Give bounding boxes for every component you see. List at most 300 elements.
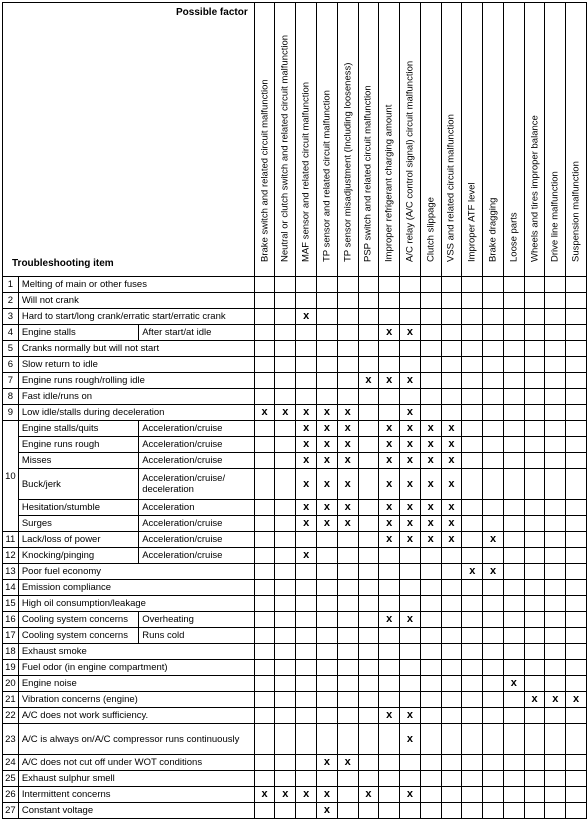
factor-mark-cell <box>524 405 545 421</box>
factor-mark-cell <box>503 421 524 437</box>
factor-header-7 <box>379 3 400 277</box>
row-number: 25 <box>3 771 19 787</box>
row-number: 19 <box>3 660 19 676</box>
factor-mark-cell <box>400 548 421 564</box>
factor-mark-cell <box>254 580 275 596</box>
factor-mark-cell <box>358 564 379 580</box>
factor-mark-cell <box>275 771 296 787</box>
factor-mark-cell <box>337 341 358 357</box>
mark-x: x <box>303 549 310 561</box>
factor-mark-cell <box>337 708 358 724</box>
factor-mark-cell <box>462 564 483 580</box>
factor-mark-cell <box>566 405 587 421</box>
factor-mark-cell <box>296 724 317 755</box>
factor-label: Neutral or clutch switch and related circuit malfunction <box>279 34 291 262</box>
mark-x: x <box>406 374 414 386</box>
condition-cell: Acceleration/cruise <box>139 516 255 532</box>
mark-x: x <box>448 438 455 450</box>
factor-mark-cell <box>524 724 545 755</box>
mark-x: x <box>406 709 414 721</box>
mark-x: x <box>406 422 414 434</box>
factor-mark-cell <box>462 469 483 500</box>
factor-mark-cell <box>483 596 504 612</box>
table-row <box>3 373 587 389</box>
factor-mark-cell <box>317 405 338 421</box>
factor-mark-cell <box>400 644 421 660</box>
factor-mark-cell <box>524 500 545 516</box>
factor-mark-cell <box>296 277 317 293</box>
factor-mark-cell <box>275 692 296 708</box>
row-number: 9 <box>3 405 19 421</box>
row-number: 3 <box>3 309 19 325</box>
factor-mark-cell <box>317 341 338 357</box>
factor-mark-cell <box>462 325 483 341</box>
factor-mark-cell <box>275 357 296 373</box>
factor-mark-cell <box>462 580 483 596</box>
factor-mark-cell <box>379 500 400 516</box>
factor-mark-cell <box>296 373 317 389</box>
factor-mark-cell <box>296 580 317 596</box>
factor-mark-cell <box>545 277 566 293</box>
mark-x: x <box>406 732 414 745</box>
factor-mark-cell <box>483 341 504 357</box>
factor-mark-cell <box>358 708 379 724</box>
factor-mark-cell <box>420 771 441 787</box>
factor-header-2 <box>275 3 296 277</box>
factor-mark-cell <box>566 724 587 755</box>
factor-mark-cell <box>400 692 421 708</box>
troubleshooting-matrix-table <box>2 2 587 819</box>
factor-label: PSP switch and related circuit malfunction <box>362 85 374 262</box>
factor-mark-cell <box>275 596 296 612</box>
table-row <box>3 357 587 373</box>
factor-mark-cell <box>296 357 317 373</box>
row-number: 21 <box>3 692 19 708</box>
mark-x: x <box>261 406 268 418</box>
factor-mark-cell <box>337 596 358 612</box>
factor-mark-cell <box>254 787 275 803</box>
factor-mark-cell <box>483 421 504 437</box>
factor-mark-cell <box>379 580 400 596</box>
factor-mark-cell <box>441 309 462 325</box>
factor-mark-cell <box>483 787 504 803</box>
factor-mark-cell <box>483 564 504 580</box>
factor-mark-cell <box>317 437 338 453</box>
factor-mark-cell <box>275 389 296 405</box>
factor-mark-cell <box>483 771 504 787</box>
factor-mark-cell <box>254 548 275 564</box>
factor-mark-cell <box>317 421 338 437</box>
factor-mark-cell <box>524 564 545 580</box>
factor-mark-cell <box>379 309 400 325</box>
factor-mark-cell <box>358 309 379 325</box>
factor-mark-cell <box>441 755 462 771</box>
mark-x: x <box>489 565 497 577</box>
factor-label: Improper ATF level <box>466 182 478 262</box>
factor-mark-cell <box>462 692 483 708</box>
factor-mark-cell <box>524 437 545 453</box>
condition-cell: Acceleration/cruise <box>139 453 255 469</box>
factor-mark-cell <box>337 676 358 692</box>
mark-x: x <box>323 756 330 768</box>
factor-mark-cell <box>462 803 483 819</box>
table-row <box>3 596 587 612</box>
factor-mark-cell <box>420 437 441 453</box>
factor-mark-cell <box>462 708 483 724</box>
factor-mark-cell <box>545 628 566 644</box>
factor-mark-cell <box>483 469 504 500</box>
mark-x: x <box>323 804 330 816</box>
factor-mark-cell <box>337 405 358 421</box>
factor-mark-cell <box>524 357 545 373</box>
factor-mark-cell <box>254 309 275 325</box>
factor-mark-cell <box>462 755 483 771</box>
possible-factor-heading: Possible factor <box>176 7 248 18</box>
factor-mark-cell <box>379 644 400 660</box>
factor-label: Brake dragging <box>487 197 499 262</box>
factor-header-10 <box>441 3 462 277</box>
factor-mark-cell <box>296 644 317 660</box>
factor-mark-cell <box>296 405 317 421</box>
factor-mark-cell <box>462 421 483 437</box>
troubleshooting-item: Engine stalls/quits <box>18 421 138 437</box>
factor-mark-cell <box>441 644 462 660</box>
mark-x: x <box>282 406 289 418</box>
factor-mark-cell <box>337 787 358 803</box>
factor-mark-cell <box>503 755 524 771</box>
factor-mark-cell <box>566 325 587 341</box>
factor-mark-cell <box>358 277 379 293</box>
factor-mark-cell <box>317 596 338 612</box>
factor-mark-cell <box>400 564 421 580</box>
factor-mark-cell <box>545 516 566 532</box>
condition-cell: Acceleration <box>139 500 255 516</box>
factor-mark-cell <box>358 787 379 803</box>
factor-mark-cell <box>275 277 296 293</box>
factor-mark-cell <box>317 803 338 819</box>
factor-mark-cell <box>441 389 462 405</box>
factor-mark-cell <box>358 293 379 309</box>
factor-mark-cell <box>545 724 566 755</box>
factor-mark-cell <box>275 405 296 421</box>
table-row <box>3 628 587 644</box>
factor-mark-cell <box>337 309 358 325</box>
mark-x: x <box>323 517 330 529</box>
factor-mark-cell <box>503 580 524 596</box>
mark-x: x <box>406 533 414 545</box>
factor-mark-cell <box>483 437 504 453</box>
troubleshooting-item: Cooling system concerns <box>18 612 138 628</box>
factor-mark-cell <box>566 708 587 724</box>
factor-mark-cell <box>275 755 296 771</box>
mark-x: x <box>510 677 517 689</box>
mark-x: x <box>386 501 393 513</box>
factor-mark-cell <box>400 341 421 357</box>
troubleshooting-item: Emission compliance <box>18 580 254 596</box>
row-number: 23 <box>3 724 19 755</box>
factor-mark-cell <box>420 341 441 357</box>
factor-mark-cell <box>566 532 587 548</box>
factor-label: Wheels and tires improper balance <box>529 115 541 262</box>
factor-mark-cell <box>524 469 545 500</box>
factor-mark-cell <box>379 787 400 803</box>
factor-mark-cell <box>379 771 400 787</box>
troubleshooting-item: Surges <box>18 516 138 532</box>
factor-label: Clutch slippage <box>425 197 437 262</box>
factor-mark-cell <box>317 724 338 755</box>
factor-mark-cell <box>566 676 587 692</box>
factor-mark-cell <box>462 309 483 325</box>
factor-header-12 <box>483 3 504 277</box>
mark-x: x <box>344 438 351 450</box>
factor-mark-cell <box>400 277 421 293</box>
troubleshooting-item: Engine stalls <box>18 325 138 341</box>
factor-mark-cell <box>441 676 462 692</box>
row-number: 4 <box>3 325 19 341</box>
factor-mark-cell <box>254 500 275 516</box>
factor-mark-cell <box>566 612 587 628</box>
factor-mark-cell <box>379 724 400 755</box>
factor-mark-cell <box>400 405 421 421</box>
header-corner-cell <box>3 3 255 277</box>
factor-mark-cell <box>462 389 483 405</box>
factor-mark-cell <box>420 357 441 373</box>
factor-mark-cell <box>400 325 421 341</box>
factor-mark-cell <box>296 469 317 500</box>
factor-mark-cell <box>420 755 441 771</box>
factor-mark-cell <box>545 803 566 819</box>
factor-mark-cell <box>317 277 338 293</box>
troubleshooting-item: Cooling system concerns <box>18 628 138 644</box>
factor-mark-cell <box>420 787 441 803</box>
factor-mark-cell <box>545 564 566 580</box>
factor-mark-cell <box>524 755 545 771</box>
factor-mark-cell <box>337 755 358 771</box>
factor-mark-cell <box>400 628 421 644</box>
factor-mark-cell <box>296 787 317 803</box>
factor-mark-cell <box>524 389 545 405</box>
factor-mark-cell <box>254 469 275 500</box>
factor-mark-cell <box>566 357 587 373</box>
table-row <box>3 389 587 405</box>
factor-mark-cell <box>566 548 587 564</box>
factor-mark-cell <box>400 580 421 596</box>
factor-mark-cell <box>254 277 275 293</box>
factor-mark-cell <box>524 548 545 564</box>
factor-label: A/C relay (A/C control signal) circuit malfunction <box>404 60 416 262</box>
factor-mark-cell <box>420 309 441 325</box>
factor-mark-cell <box>503 405 524 421</box>
factor-mark-cell <box>400 373 421 389</box>
factor-header-11 <box>462 3 483 277</box>
factor-mark-cell <box>441 564 462 580</box>
table-row <box>3 453 587 469</box>
condition-cell: Acceleration/cruise <box>139 421 255 437</box>
mark-x: x <box>406 613 414 625</box>
factor-mark-cell <box>420 708 441 724</box>
factor-header-9 <box>420 3 441 277</box>
mark-x: x <box>427 438 434 450</box>
factor-mark-cell <box>379 692 400 708</box>
table-row <box>3 787 587 803</box>
factor-mark-cell <box>441 708 462 724</box>
factor-mark-cell <box>379 532 400 548</box>
factor-mark-cell <box>483 708 504 724</box>
factor-mark-cell <box>483 277 504 293</box>
factor-mark-cell <box>379 341 400 357</box>
factor-mark-cell <box>420 676 441 692</box>
table-row <box>3 548 587 564</box>
factor-mark-cell <box>379 755 400 771</box>
factor-mark-cell <box>254 373 275 389</box>
factor-mark-cell <box>545 787 566 803</box>
factor-mark-cell <box>358 357 379 373</box>
factor-mark-cell <box>566 469 587 500</box>
factor-mark-cell <box>379 564 400 580</box>
troubleshooting-item: Melting of main or other fuses <box>18 277 254 293</box>
factor-mark-cell <box>254 293 275 309</box>
row-number: 2 <box>3 293 19 309</box>
mark-x: x <box>303 406 310 418</box>
factor-mark-cell <box>337 771 358 787</box>
factor-mark-cell <box>296 309 317 325</box>
table-row <box>3 771 587 787</box>
factor-mark-cell <box>503 803 524 819</box>
factor-mark-cell <box>420 453 441 469</box>
table-row <box>3 437 587 453</box>
factor-mark-cell <box>379 469 400 500</box>
factor-mark-cell <box>317 309 338 325</box>
factor-header-13 <box>503 3 524 277</box>
factor-mark-cell <box>254 692 275 708</box>
mark-x: x <box>386 454 393 466</box>
factor-mark-cell <box>337 389 358 405</box>
factor-mark-cell <box>275 612 296 628</box>
row-number: 7 <box>3 373 19 389</box>
factor-mark-cell <box>524 628 545 644</box>
factor-mark-cell <box>275 708 296 724</box>
factor-mark-cell <box>379 676 400 692</box>
factor-mark-cell <box>566 596 587 612</box>
factor-mark-cell <box>545 325 566 341</box>
factor-mark-cell <box>441 724 462 755</box>
factor-mark-cell <box>296 453 317 469</box>
factor-mark-cell <box>462 453 483 469</box>
factor-mark-cell <box>545 469 566 500</box>
factor-label: Loose parts <box>508 212 520 262</box>
factor-mark-cell <box>400 309 421 325</box>
factor-mark-cell <box>566 787 587 803</box>
factor-mark-cell <box>524 771 545 787</box>
factor-mark-cell <box>358 548 379 564</box>
factor-mark-cell <box>441 596 462 612</box>
factor-mark-cell <box>420 516 441 532</box>
factor-mark-cell <box>296 692 317 708</box>
factor-mark-cell <box>483 660 504 676</box>
factor-mark-cell <box>337 453 358 469</box>
mark-x: x <box>489 533 497 545</box>
factor-mark-cell <box>317 469 338 500</box>
factor-mark-cell <box>317 612 338 628</box>
factor-mark-cell <box>566 660 587 676</box>
factor-mark-cell <box>566 803 587 819</box>
mark-x: x <box>323 454 330 466</box>
factor-mark-cell <box>254 660 275 676</box>
table-row <box>3 405 587 421</box>
troubleshooting-item: Hesitation/stumble <box>18 500 138 516</box>
factor-mark-cell <box>358 771 379 787</box>
factor-mark-cell <box>337 692 358 708</box>
factor-mark-cell <box>462 437 483 453</box>
factor-mark-cell <box>483 516 504 532</box>
factor-mark-cell <box>379 373 400 389</box>
row-number: 14 <box>3 580 19 596</box>
factor-mark-cell <box>400 453 421 469</box>
factor-mark-cell <box>337 803 358 819</box>
factor-mark-cell <box>462 357 483 373</box>
factor-mark-cell <box>524 341 545 357</box>
factor-mark-cell <box>545 580 566 596</box>
factor-header-15 <box>545 3 566 277</box>
factor-mark-cell <box>337 532 358 548</box>
factor-mark-cell <box>275 660 296 676</box>
factor-mark-cell <box>483 724 504 755</box>
factor-mark-cell <box>337 628 358 644</box>
factor-mark-cell <box>420 596 441 612</box>
mark-x: x <box>448 517 455 529</box>
factor-mark-cell <box>441 787 462 803</box>
factor-mark-cell <box>379 660 400 676</box>
table-row <box>3 564 587 580</box>
factor-mark-cell <box>254 628 275 644</box>
factor-mark-cell <box>337 325 358 341</box>
mark-x: x <box>323 406 330 418</box>
troubleshooting-item: Vibration concerns (engine) <box>18 692 254 708</box>
factor-mark-cell <box>337 580 358 596</box>
table-row <box>3 724 587 755</box>
factor-mark-cell <box>275 469 296 500</box>
factor-mark-cell <box>254 771 275 787</box>
factor-label: Suspension malfunction <box>570 161 582 262</box>
factor-mark-cell <box>483 373 504 389</box>
mark-x: x <box>344 501 351 513</box>
table-row <box>3 612 587 628</box>
factor-mark-cell <box>503 676 524 692</box>
factor-mark-cell <box>566 421 587 437</box>
factor-mark-cell <box>358 437 379 453</box>
factor-mark-cell <box>317 564 338 580</box>
factor-mark-cell <box>358 580 379 596</box>
factor-mark-cell <box>503 660 524 676</box>
factor-mark-cell <box>400 389 421 405</box>
factor-mark-cell <box>317 532 338 548</box>
mark-x: x <box>303 422 310 434</box>
factor-mark-cell <box>358 532 379 548</box>
factor-mark-cell <box>358 755 379 771</box>
mark-x: x <box>303 310 310 322</box>
factor-mark-cell <box>441 548 462 564</box>
mark-x: x <box>427 477 434 490</box>
troubleshooting-item: Hard to start/long crank/erratic start/erratic crank <box>18 309 254 325</box>
condition-cell: Acceleration/cruise <box>139 437 255 453</box>
factor-mark-cell <box>296 660 317 676</box>
mark-x: x <box>282 788 289 800</box>
factor-mark-cell <box>524 692 545 708</box>
mark-x: x <box>406 406 414 418</box>
factor-mark-cell <box>379 516 400 532</box>
troubleshooting-item: A/C does not cut off under WOT conditions <box>18 755 254 771</box>
factor-mark-cell <box>296 596 317 612</box>
